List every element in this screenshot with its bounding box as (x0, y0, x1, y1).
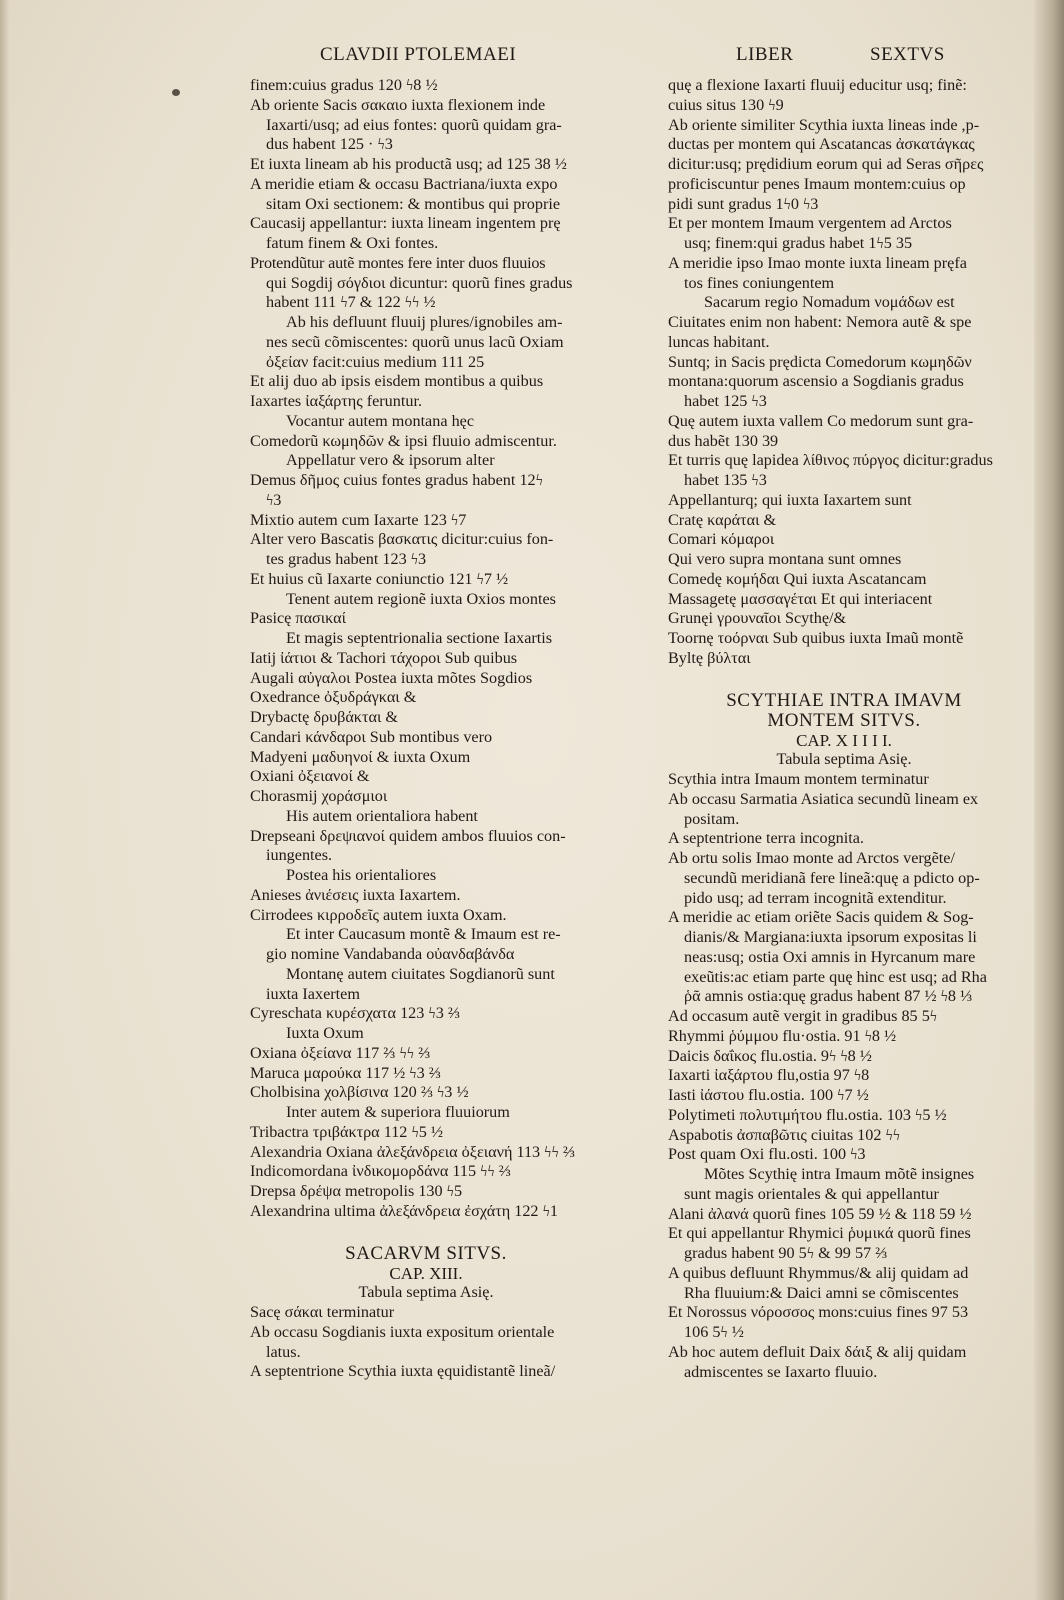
text-line: Cirrodees κιρροδεῖς autem iuxta Oxam. (250, 905, 507, 924)
text-line: Augali αὐγαλοι Postea iuxta mõtes Sogdios (250, 668, 533, 687)
text-line: Vocantur autem montana hęc (286, 411, 475, 430)
text-line: Scythia intra Imaum montem terminatur (668, 770, 929, 788)
text-line: Rha fluuium:& Daici amni se cõmiscentes (684, 1283, 959, 1302)
text-line: Candari κάνδαροι Sub montibus vero (250, 727, 493, 746)
text-line: Cyreschata κυρέσχατα 123 ϟ3 ⅔ (250, 1004, 460, 1023)
text-line: Quę autem iuxta vallem Co medorum sunt gra- (668, 411, 974, 430)
text-line: dus habent 125 · ϟ3 (266, 135, 393, 154)
text-line: latus. (266, 1342, 301, 1361)
text-line: usq; finem:qui gradus habet 1ϟ5 35 (684, 234, 913, 252)
page-left-edge (0, 0, 10, 1600)
text-line: Iaxartes ἰαξάρτης feruntur. (250, 392, 422, 410)
text-line: Pasicę πασικαί (250, 609, 346, 628)
text-line: habet 125 ϟ3 (684, 392, 767, 410)
text-line: gradus habent 90 5ϟ & 99 57 ⅔ (684, 1244, 888, 1262)
text-line: His autem orientaliora habent (286, 806, 478, 825)
chapter-number-13: CAP. XIII. (389, 1263, 463, 1283)
text-line: Drepsa δρέψα metropolis 130 ϟ5 (250, 1182, 463, 1200)
running-head-liber: LIBER (736, 44, 794, 65)
text-line: Mixtio autem cum Iaxarte 123 ϟ7 (250, 510, 467, 529)
text-line: dicitur:usq; prędidium eorum qui ad Seras σῆρες (668, 155, 984, 173)
text-line: ductas per montem qui Ascatancas ἀσκατάγκας (668, 135, 975, 154)
text-line: Cholbisina χολβίσινα 120 ⅔ ϟ3 ½ (250, 1083, 469, 1102)
text-line: Appellatur vero & ipsorum alter (286, 451, 495, 470)
text-line: Toornę τοόρναι Sub quibus iuxta Imaũ montẽ (668, 629, 964, 647)
text-line: Ab oriente Sacis σακαιο iuxta flexionem inde (250, 95, 546, 114)
text-line: Oxiana ὀξείανα 117 ⅔ ϟϟ ⅔ (250, 1043, 431, 1062)
text-line: Ab occasu Sarmatia Asiatica secundũ lineam ex (668, 789, 979, 808)
text-line: Iasti ἰάστου flu.ostia. 100 ϟ7 ½ (668, 1086, 869, 1104)
text-line: Et turris quę lapidea λίθινος πύργος dicitur:gradus (668, 451, 993, 470)
text-line: Ab hoc autem defluit Daix δάιξ & alij quidam (668, 1342, 967, 1361)
text-line: Inter autem & superiora fluuiorum (286, 1103, 510, 1121)
text-line: Alani ἀλανά quorũ fines 105 59 ½ & 118 59 ½ (668, 1204, 972, 1223)
text-line: sitam Oxi sectionem: & montibus qui proprie (266, 194, 561, 213)
text-line: habent 111 ϟ7 & 122 ϟϟ ½ (266, 293, 436, 312)
text-line: tes gradus habent 123 ϟ3 (266, 550, 427, 568)
text-line: Et inter Caucasum montẽ & Imaum est re- (286, 925, 561, 944)
left-text-column (250, 76, 602, 1382)
text-line: Et magis septentrionalia sectione Iaxartis (286, 629, 553, 647)
text-line: Et per montem Imaum vergentem ad Arctos (668, 214, 952, 233)
text-line: Iaxarti ἰαξάρτου flu,ostia 97 ϟ8 (668, 1066, 870, 1085)
text-line: Appellanturq; qui iuxta Iaxartem sunt (668, 490, 912, 509)
ink-blot (172, 89, 180, 96)
text-line: Montanę autem ciuitates Sogdianorũ sunt (286, 964, 555, 983)
running-head-author: CLAVDII PTOLEMAEI (320, 44, 517, 65)
section-title-scythia-1: SCYTHIAE INTRA IMAVM (726, 689, 962, 711)
text-line: Suntq; in Sacis prędicta Comedorum κωμηδῶν (668, 352, 972, 371)
text-line: Protendũtur autẽ montes fere inter duos fluuios (250, 253, 546, 272)
text-line: Tenent autem regionẽ iuxta Oxios montes (286, 589, 556, 608)
text-line: secundũ meridianã fere lineã:quę a pdicto op- (684, 868, 980, 887)
text-line: Drybactę δρυβάκται & (250, 708, 398, 726)
text-line: A quibus defluunt Rhymmus/& alij quidam ad (668, 1263, 969, 1282)
text-line: Indicomordana ἰνδικομορδάνα 115 ϟϟ ⅔ (250, 1162, 511, 1181)
text-line: fatum finem & Oxi fontes. (266, 234, 439, 252)
text-line: dus habẽt 130 39 (668, 431, 779, 450)
text-line: A septentrione terra incognita. (668, 829, 864, 848)
text-line: montana:quorum ascensio a Sogdianis gradus (668, 372, 964, 391)
text-line: Post quam Oxi flu.osti. 100 ϟ3 (668, 1145, 866, 1164)
text-line: Ab occasu Sogdianis iuxta expositum orientale (250, 1322, 555, 1341)
text-line: Polytimeti πολυτιμήτου flu.ostia. 103 ϟ5 ½ (668, 1105, 947, 1124)
text-line: finem:cuius gradus 120 ϟ8 ½ (250, 76, 438, 94)
text-line: Postea his orientaliores (286, 866, 437, 884)
text-line: A meridie ipso Imao monte iuxta lineam pręfa (668, 253, 967, 272)
text-line: Aspabotis ἀσπαβῶτις ciuitas 102 ϟϟ (668, 1125, 901, 1144)
text-line: Et huius cũ Iaxarte coniunctio 121 ϟ7 ½ (250, 569, 509, 588)
text-line: Massagetę μασσαγέται Et qui interiacent (668, 589, 933, 608)
text-line: Drepseani δρεψιανοί quidem ambos fluuios con- (250, 826, 566, 845)
text-line: Mõtes Scythię intra Imaum mõtẽ insignes (704, 1165, 975, 1183)
text-line: quę a flexione Iaxarti fluuij educitur usq; finẽ: (668, 76, 967, 94)
text-line: Ab oriente similiter Scythia iuxta lineas inde ,p- (668, 115, 980, 134)
text-line: Ab ortu solis Imao monte ad Arctos vergẽte/ (668, 849, 955, 867)
text-line: Alexandrina ultima ἀλεξάνδρεια ἐσχάτη 122 ϟ1 (250, 1201, 558, 1220)
text-line: A meridie etiam & occasu Bactriana/iuxta expo (250, 174, 558, 193)
text-line: Grunęi γρουναῖοι Scythę/& (668, 609, 847, 628)
text-line: Byltę βύλται (668, 648, 751, 667)
section-title-scythia-2: MONTEM SITVS. (767, 709, 921, 731)
text-line: qui Sogdij σόγδιοι dicuntur: quorũ fines gradus (266, 273, 573, 292)
text-line: Tribactra τριβάκτρα 112 ϟ5 ½ (250, 1122, 444, 1141)
text-line: habet 135 ϟ3 (684, 471, 767, 489)
text-line: Cratę καράται & (668, 510, 777, 529)
text-line: Comedorũ κωμηδῶν & ipsi fluuio admiscentur. (250, 431, 557, 450)
text-line: Et qui appellantur Rhymici ῥυμικά quorũ fines (668, 1224, 971, 1243)
text-line: nes secũ cõmiscentes: quorũ unus lacũ Oxiam (266, 332, 564, 351)
text-line: ϟ3 (266, 490, 282, 509)
text-line: pido usq; ad terram incognitã extenditur. (684, 888, 947, 907)
text-line: Maruca μαρούκα 117 ½ ϟ3 ⅔ (250, 1063, 441, 1082)
tabula-reference: Tabula septima Asię. (358, 1283, 494, 1302)
text-line: Anieses ἀνιέσεις iuxta Iaxartem. (250, 885, 461, 904)
text-line: admiscentes se Iaxarto fluuio. (684, 1362, 878, 1381)
text-line: Alexandria Oxiana ἀλεξάνδρεια ὀξειανή 113 ϟϟ ⅔ (250, 1142, 575, 1161)
text-line: Sacę σάκαι terminatur (250, 1303, 395, 1321)
text-line: Comari κόμαροι (668, 530, 775, 549)
text-line: Rhymmi ῥύμμου flu·ostia. 91 ϟ8 ½ (668, 1026, 897, 1045)
text-line: Alter vero Bascatis βασκατις dicitur:cuius fon- (250, 530, 554, 549)
tabula-reference: Tabula septima Asię. (776, 750, 912, 769)
text-line: Iuxta Oxum (286, 1024, 364, 1042)
text-line: ῥᾶ amnis ostia:quę gradus habent 87 ½ ϟ8 ⅓ (684, 987, 973, 1006)
section-gap (668, 669, 1020, 691)
chapter-number-14: CAP. X I I I I. (796, 730, 892, 750)
text-line: Oxedrance ὀξυδράγκαι & (250, 688, 417, 707)
text-line: sunt magis orientales & qui appellantur (684, 1184, 939, 1203)
text-line: iuxta Iaxertem (266, 984, 360, 1003)
text-line: neas:usq; ostia Oxi amnis in Hyrcanum mare (684, 947, 976, 966)
text-line: 106 5ϟ ½ (684, 1323, 744, 1341)
text-line: Ad occasum autẽ vergit in gradibus 85 5ϟ (668, 1007, 938, 1025)
text-line: Ciuitates enim non habent: Nemora autẽ & spe (668, 313, 972, 331)
text-line: Qui vero supra montana sunt omnes (668, 550, 902, 568)
text-line: Iaxarti/usq; ad eius fontes: quorũ quidam gra- (266, 115, 562, 134)
text-line: iungentes. (266, 846, 333, 865)
text-line: Chorasmij χοράσμιοι (250, 787, 388, 805)
text-line: Sacarum regio Nomadum νομάδων est (704, 293, 955, 312)
text-line: positam. (684, 809, 740, 828)
text-line: Demus δῆμος cuius fontes gradus habent 12ϟ (250, 471, 543, 489)
text-line: Et alij duo ab ipsis eisdem montibus a quibus (250, 372, 544, 391)
text-line: Iatij ἰάτιοι & Tachori τάχοροι Sub quibus (250, 648, 518, 667)
text-line: Madyeni μαδυηνοί & iuxta Oxum (250, 747, 471, 766)
text-line: tos fines coniungentem (684, 273, 835, 292)
text-line: ὀξείαν facit:cuius medium 111 25 (266, 352, 485, 371)
text-line: gio nomine Vandabanda οὐανδαβάνδα (266, 945, 515, 963)
running-head-book-number: SEXTVS (870, 44, 945, 65)
text-line: Caucasij appellantur: iuxta lineam ingentem prę (250, 214, 561, 233)
text-line: A septentrione Scythia iuxta ęquidistantẽ lineã/ (250, 1362, 556, 1381)
text-line: cuius situs 130 ϟ9 (668, 95, 784, 114)
section-gap (250, 1222, 602, 1244)
text-line: pidi sunt gradus 1ϟ0 ϟ3 (668, 194, 819, 213)
text-line: Comedę κομήδαι Qui iuxta Ascatancam (668, 569, 927, 588)
section-title-sacarum: SACARVM SITVS. (345, 1242, 507, 1264)
page-gutter-shadow (1034, 0, 1064, 1600)
text-line: dianis/& Margiana:iuxta ipsorum expositas li (684, 928, 977, 946)
text-line: Daicis δαΐκος flu.ostia. 9ϟ ϟ8 ½ (668, 1046, 872, 1065)
text-line: Et iuxta lineam ab his productã usq; ad 125 38 ½ (250, 155, 567, 173)
text-line: A meridie ac etiam oriẽte Sacis quidem & Sog- (668, 908, 974, 927)
text-line: Oxiani ὀξειανοί & (250, 767, 370, 786)
text-line: luncas habitant. (668, 332, 770, 351)
text-line: Et Norossus νόροσσος mons:cuius fines 97 53 (668, 1303, 969, 1322)
text-line: proficiscuntur penes Imaum montem:cuius op (668, 174, 966, 193)
right-text-column (668, 76, 1020, 1382)
text-line: exeũtis:ac etiam parte quę hinc est usq; ad Rha (684, 967, 987, 986)
text-line: Ab his defluunt fluuij plures/ignobiles am- (286, 313, 563, 331)
